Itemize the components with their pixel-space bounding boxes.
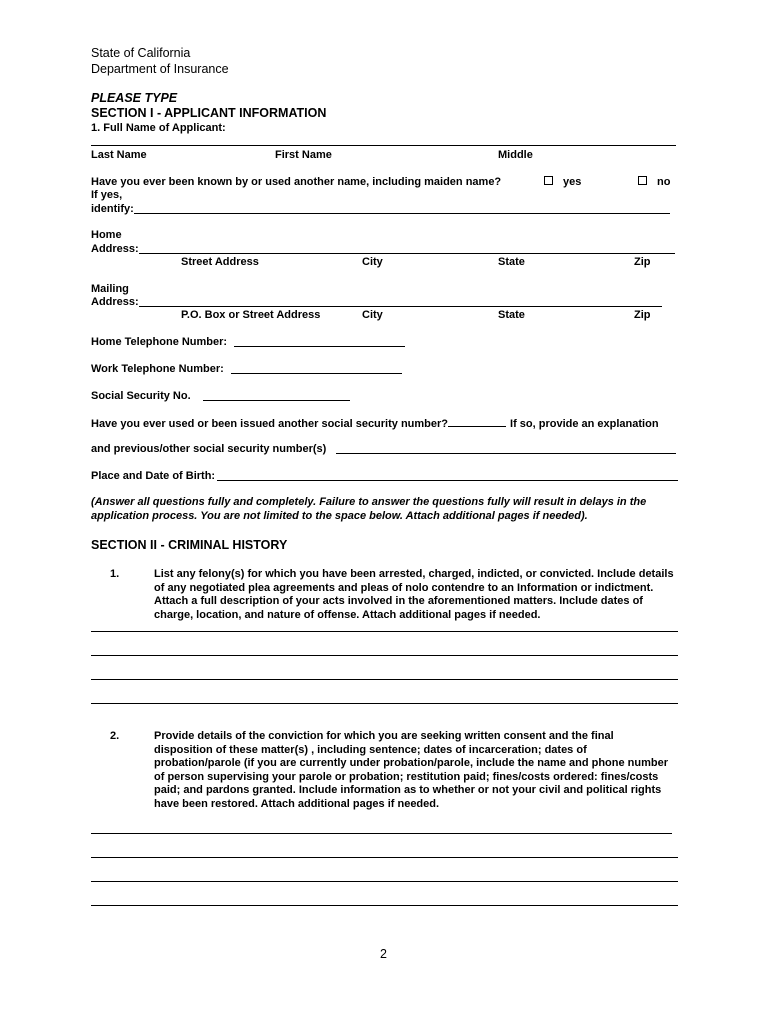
item2-number: 2. — [110, 730, 120, 742]
item2-answer-line[interactable] — [91, 905, 678, 906]
state-label: State of California — [91, 46, 191, 60]
page-number: 2 — [380, 947, 387, 961]
mail-state-label: State — [498, 309, 525, 321]
if-so-label: If so, provide an explanation — [510, 418, 659, 430]
item1-answer-line[interactable] — [91, 655, 678, 656]
ssn-input-line[interactable] — [203, 400, 350, 401]
mailing-label: Mailing — [91, 283, 129, 295]
home-phone-label: Home Telephone Number: — [91, 336, 228, 348]
item1-text: List any felony(s) for which you have been arrested, charged, indicted, or convicted. Include details of any negotiated plea agreements and pleas of nolo contendre to an Information or indictment. Attach a full description of your acts involved in the aforementioned matters. Include dates of charge, location, and nature of offense. Attach additional pages if needed. — [154, 568, 674, 621]
home-label: Home — [91, 229, 122, 241]
work-phone-label: Work Telephone Number: — [91, 363, 224, 375]
last-name-label: Last Name — [91, 149, 147, 161]
item1-answer-line[interactable] — [91, 703, 678, 704]
no-checkbox[interactable] — [638, 176, 647, 185]
home-street-label: Street Address — [181, 256, 259, 268]
home-address-label: Address: — [91, 243, 139, 255]
yes-option[interactable] — [544, 176, 581, 188]
other-name-question: Have you ever been known by or used another name, including maiden name? — [91, 176, 502, 188]
item2-text: Provide details of the conviction for which you are seeking written consent and the final disposition of these matter(s) , including sentence; dates of incarceration; dates of probation/parole (if you are currently under probation/parole, include the name and phone number of person supervising your parole or probation; restitution paid; fines/costs ordered: fines/costs paid; and pardons granted. Include information as to whether or not your civil and political rights have been restored. Attach additional pages if needed. — [154, 730, 669, 810]
yes-checkbox[interactable] — [544, 176, 553, 185]
other-ssn-answer-line[interactable] — [448, 416, 506, 427]
mailing-address-input-line[interactable] — [139, 306, 662, 307]
mailing-address-label: Address: — [91, 296, 139, 308]
item1-answer-line[interactable] — [91, 631, 678, 632]
item1-answer-line[interactable] — [91, 679, 678, 680]
please-type-label: PLEASE TYPE — [91, 91, 178, 105]
if-yes-label: If yes, — [91, 189, 123, 201]
full-name-label: 1. Full Name of Applicant: — [91, 122, 226, 134]
home-zip-label: Zip — [634, 256, 651, 268]
mail-street-label: P.O. Box or Street Address — [181, 309, 321, 321]
mail-city-label: City — [362, 309, 383, 321]
work-phone-input-line[interactable] — [231, 373, 402, 374]
home-state-label: State — [498, 256, 525, 268]
department-label: Department of Insurance — [91, 62, 229, 76]
identify-input-line[interactable] — [134, 213, 670, 214]
prev-ssn-input-line[interactable] — [336, 453, 676, 454]
item1-number: 1. — [110, 568, 120, 580]
home-city-label: City — [362, 256, 383, 268]
home-address-input-line[interactable] — [139, 253, 675, 254]
birth-label: Place and Date of Birth: — [91, 470, 216, 482]
no-label: no — [657, 176, 671, 188]
section2-title: SECTION II - CRIMINAL HISTORY — [91, 538, 288, 552]
first-name-label: First Name — [275, 149, 332, 161]
item2-answer-line[interactable] — [91, 881, 678, 882]
item2-answer-line[interactable] — [91, 857, 678, 858]
other-ssn-question: Have you ever used or been issued another social security number? — [91, 418, 449, 430]
mail-zip-label: Zip — [634, 309, 651, 321]
item2-answer-line[interactable] — [91, 833, 672, 834]
yes-label: yes — [563, 176, 582, 188]
birth-input-line[interactable] — [217, 480, 678, 481]
other-ssn-row — [91, 416, 659, 430]
prev-ssn-label: and previous/other social security number(s) — [91, 443, 327, 455]
home-phone-input-line[interactable] — [234, 346, 405, 347]
full-name-input-line[interactable] — [91, 145, 676, 146]
instructions-text: (Answer all questions fully and completely. Failure to answer the questions fully will result in delays in the application process. You are not limited to the space below. Attach additional pages if needed). — [91, 496, 647, 522]
no-option[interactable] — [638, 176, 670, 188]
section1-title: SECTION I - APPLICANT INFORMATION — [91, 106, 327, 120]
middle-name-label: Middle — [498, 149, 533, 161]
ssn-label: Social Security No. — [91, 390, 191, 402]
identify-label: identify: — [91, 203, 134, 215]
